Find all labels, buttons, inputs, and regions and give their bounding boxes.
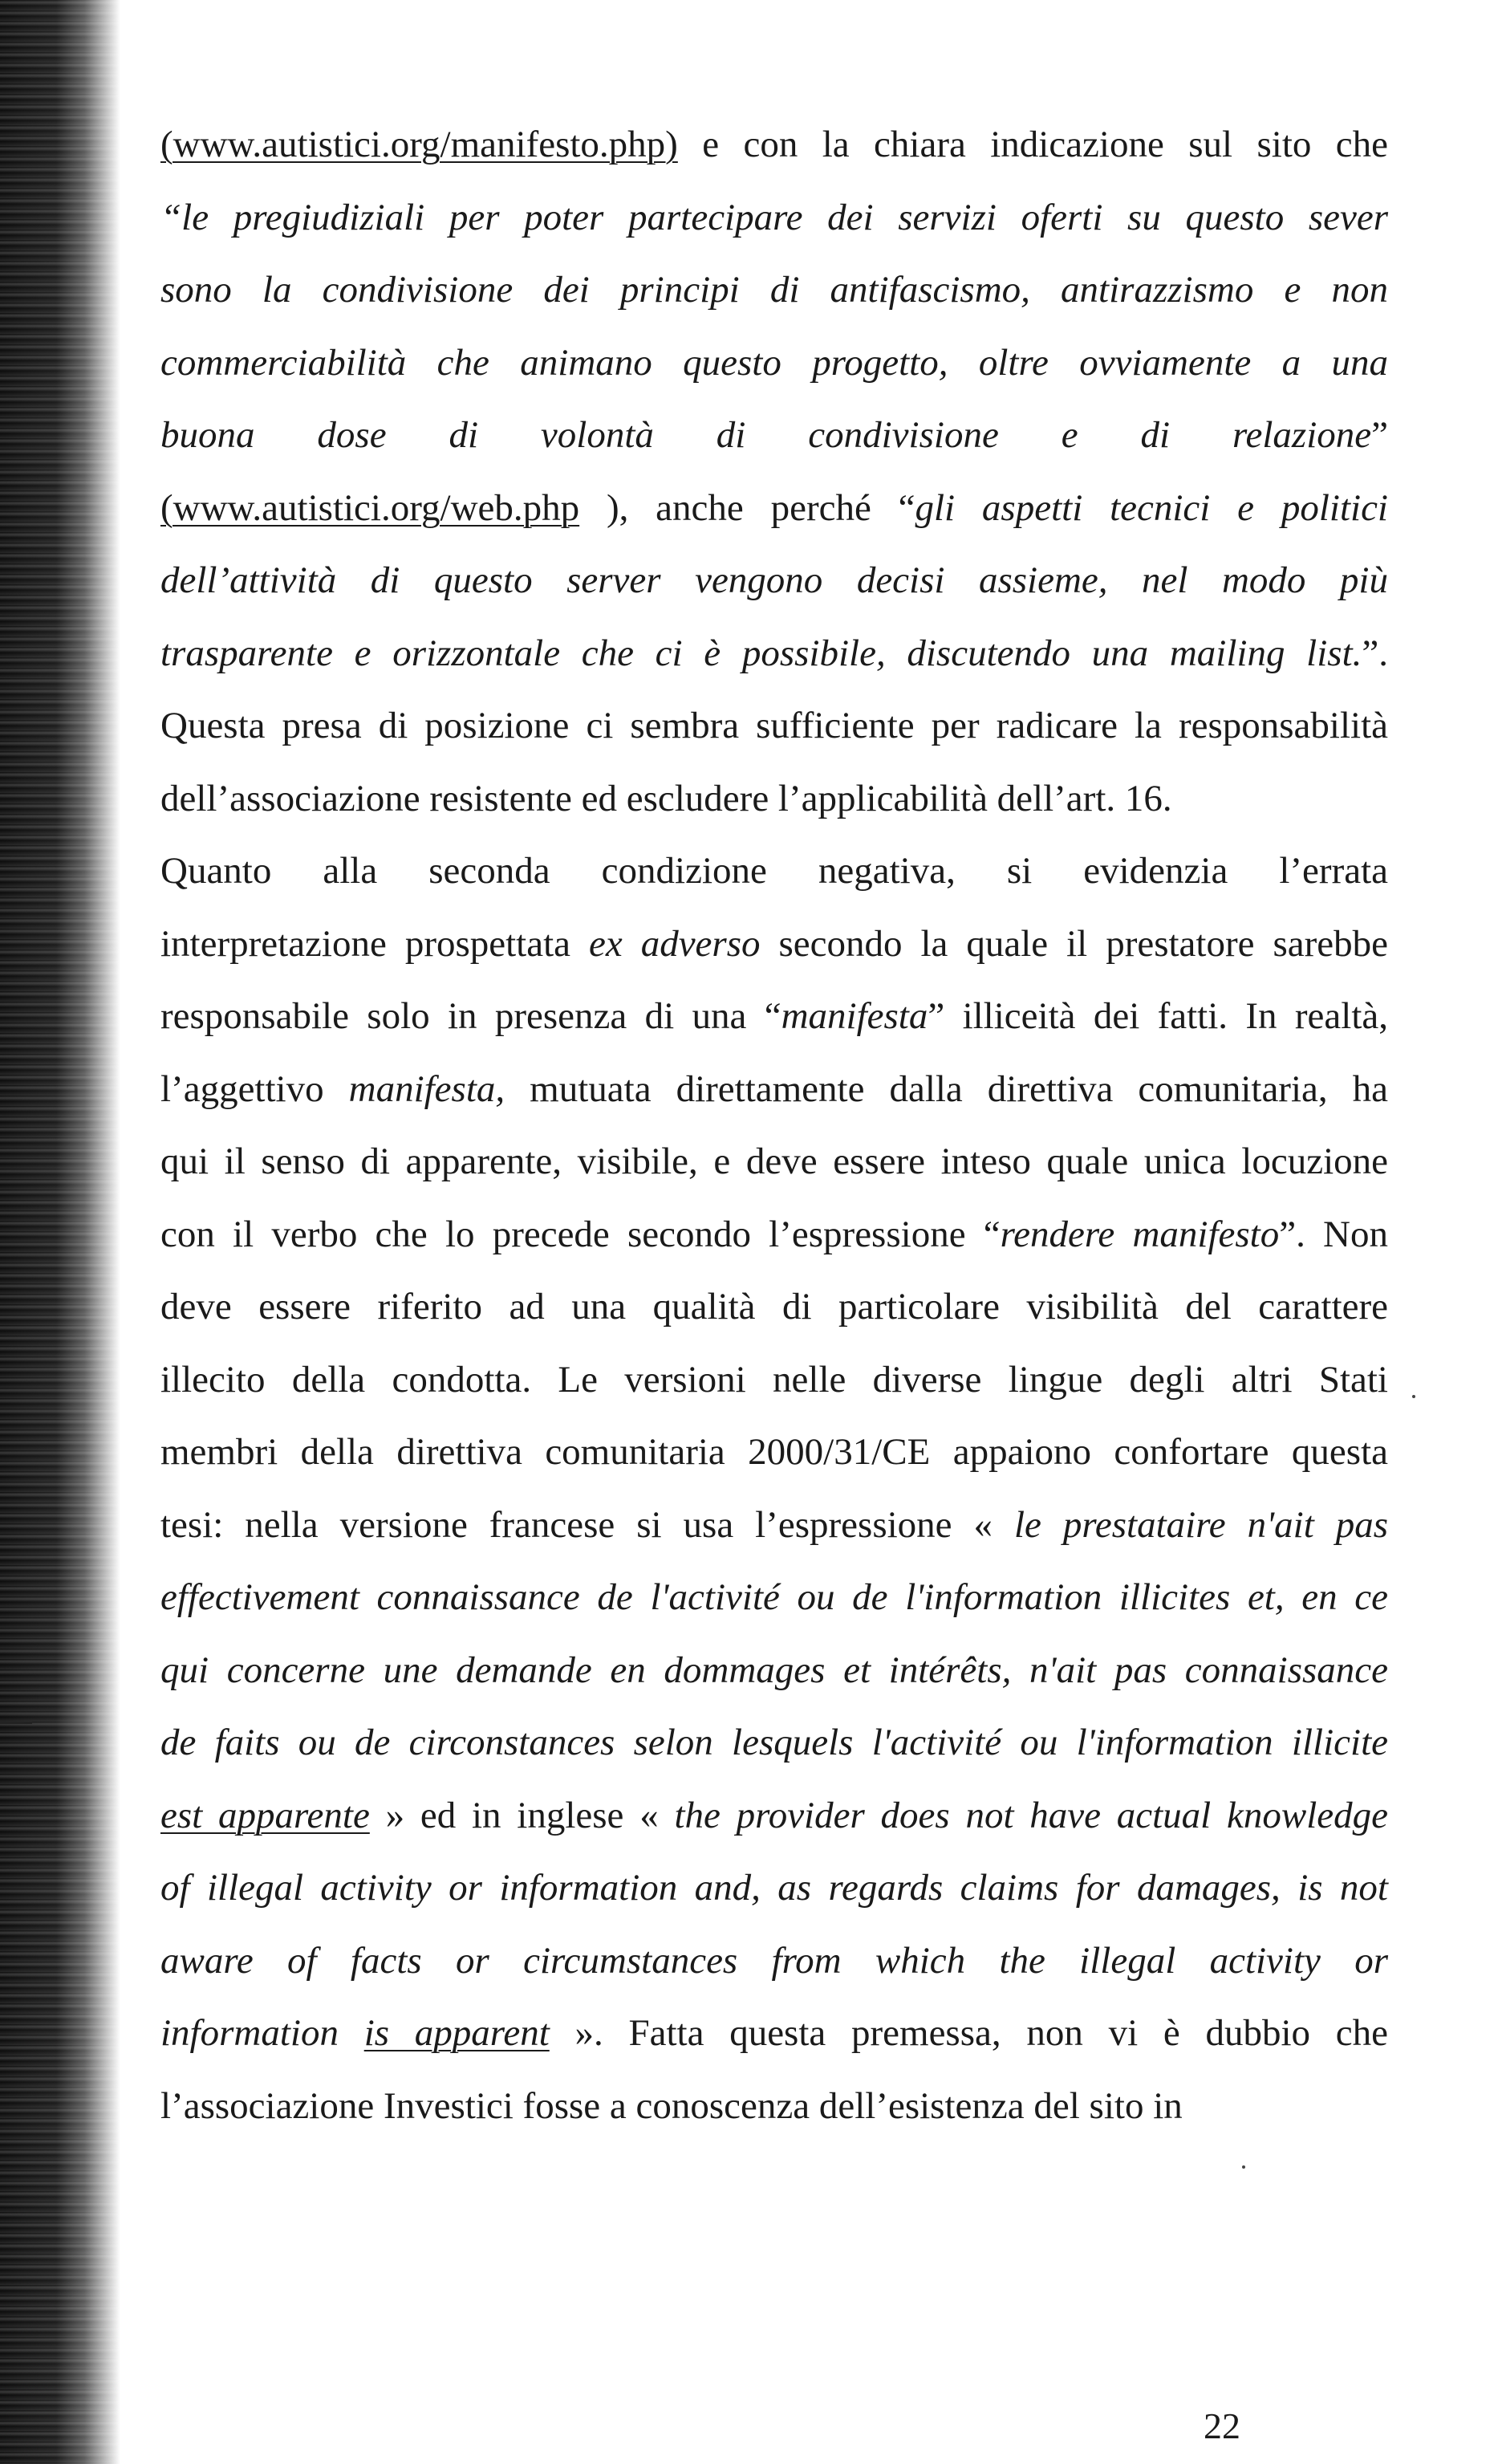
text-segment: effectivement connaissance de l'activité ou de l'information illicites et, en ce xyxy=(160,1576,1388,1618)
text-line xyxy=(160,1646,1388,1694)
text-segment: qui il senso di apparente, visibile, e deve essere inteso quale unica locuzione xyxy=(160,1141,1388,1182)
text-line xyxy=(160,1864,1388,1912)
text-line xyxy=(160,1791,1388,1840)
text-line xyxy=(160,266,1388,314)
text-segment: ». Fatta questa premessa, non vi è dubbio che xyxy=(549,2012,1388,2054)
text-line xyxy=(160,992,1388,1040)
text-segment: dell’associazione resistente ed escludere l’applicabilità dell’art. 16. xyxy=(160,778,1172,819)
text-segment: l’aggettivo xyxy=(160,1068,349,1110)
text-segment: ex adverso xyxy=(589,923,761,965)
text-line xyxy=(160,1937,1388,1985)
text-line xyxy=(160,1573,1388,1621)
underlined-reference: is apparent xyxy=(363,2012,550,2054)
text-line xyxy=(160,1283,1388,1331)
text-segment: de faits ou de circonstances selon lesquels l'activité ou l'information illicite xyxy=(160,1722,1388,1763)
text-line xyxy=(160,701,1388,750)
text-line xyxy=(160,629,1388,677)
text-segment: aware of facts or circumstances from which the illegal activity or xyxy=(160,1940,1388,1982)
text-line xyxy=(160,556,1388,604)
text-segment: sono la condivisione dei principi di antifascismo, antirazzismo e non xyxy=(160,269,1388,311)
text-line xyxy=(160,1718,1388,1767)
text-line xyxy=(160,339,1388,387)
text-segment: e con la chiara indicazione sul sito che xyxy=(677,124,1388,165)
scan-speck xyxy=(1242,2165,1245,2169)
text-line xyxy=(160,1210,1388,1258)
text-segment: mutuata direttamente dalla direttiva comunitaria, ha xyxy=(505,1068,1388,1110)
scan-shadow-edge xyxy=(0,0,120,2464)
text-line xyxy=(160,1428,1388,1476)
text-line xyxy=(160,2082,1388,2130)
text-segment: commerciabilità che animano questo progetto, oltre ovviamente a una xyxy=(160,342,1388,384)
text-segment: ”. Non xyxy=(1279,1214,1388,1255)
underlined-reference: (www.autistici.org/web.php xyxy=(160,487,580,529)
text-line xyxy=(160,920,1388,968)
underlined-reference: est apparente xyxy=(160,1795,370,1836)
text-segment: ), anche perché “ xyxy=(579,487,915,529)
text-segment: ” xyxy=(1371,414,1388,456)
text-line xyxy=(160,1356,1388,1404)
text-segment: l’associazione Investici fosse a conoscenza dell’esistenza del sito in xyxy=(160,2085,1183,2127)
text-segment: Questa presa di posizione ci sembra sufficiente per radicare la responsabilità xyxy=(160,705,1388,746)
text-line xyxy=(160,2009,1388,2057)
margin-tick xyxy=(0,1722,32,1724)
text-segment: dell’attività di questo server vengono decisi assieme, nel modo più xyxy=(160,559,1388,601)
text-segment: membri della direttiva comunitaria 2000/31/CE appaiono confortare questa xyxy=(160,1431,1388,1473)
text-segment: » ed in inglese « xyxy=(369,1795,675,1836)
text-segment: tesi: nella versione francese si usa l’espressione « xyxy=(160,1504,1014,1546)
text-line xyxy=(160,193,1388,242)
text-segment: secondo la quale il prestatore sarebbe xyxy=(760,923,1388,965)
text-segment: ”. xyxy=(1362,632,1388,674)
text-line xyxy=(160,1501,1388,1549)
text-segment: deve essere riferito ad una qualità di particolare visibilità del carattere xyxy=(160,1286,1388,1328)
text-line xyxy=(160,120,1388,169)
text-segment: responsabile solo in presenza di una “ xyxy=(160,995,781,1037)
scan-speck xyxy=(1412,1395,1415,1398)
text-segment: information xyxy=(160,2012,364,2054)
text-line xyxy=(160,411,1388,459)
text-line xyxy=(160,1065,1388,1113)
text-line xyxy=(160,847,1388,895)
text-segment: manifesta xyxy=(781,995,928,1037)
text-segment: “le pregiudiziali per poter partecipare dei servizi oferti su questo sever xyxy=(160,197,1388,238)
text-segment: ” illiceità dei fatti. In realtà, xyxy=(928,995,1388,1037)
text-line xyxy=(160,775,1388,823)
text-segment: le prestataire n'ait pas xyxy=(1013,1504,1388,1546)
page-number: 22 xyxy=(1204,2405,1240,2446)
text-segment: illecito della condotta. Le versioni nelle diverse lingue degli altri Stati xyxy=(160,1359,1388,1401)
text-segment: con il verbo che lo precede secondo l’espressione “ xyxy=(160,1214,1001,1255)
text-segment: buona dose di volontà di condivisione e di relazione xyxy=(160,414,1372,456)
text-segment: the provider does not have actual knowledge xyxy=(674,1795,1388,1836)
text-segment: Quanto alla seconda condizione negativa, si evidenzia l’errata xyxy=(160,850,1388,892)
text-segment: of illegal activity or information and, as regards claims for damages, is not xyxy=(160,1867,1388,1909)
text-segment: gli aspetti tecnici e politici xyxy=(915,487,1388,529)
text-segment: manifesta, xyxy=(348,1068,505,1110)
text-segment: trasparente e orizzontale che ci è possibile, discutendo una mailing list. xyxy=(160,632,1362,674)
underlined-reference: (www.autistici.org/manifesto.php) xyxy=(160,124,678,165)
text-segment: rendere manifesto xyxy=(1000,1214,1280,1255)
text-segment: qui concerne une demande en dommages et intérêts, n'ait pas connaissance xyxy=(160,1649,1388,1691)
text-segment: interpretazione prospettata xyxy=(160,923,589,965)
text-line xyxy=(160,1137,1388,1185)
text-line xyxy=(160,484,1388,532)
